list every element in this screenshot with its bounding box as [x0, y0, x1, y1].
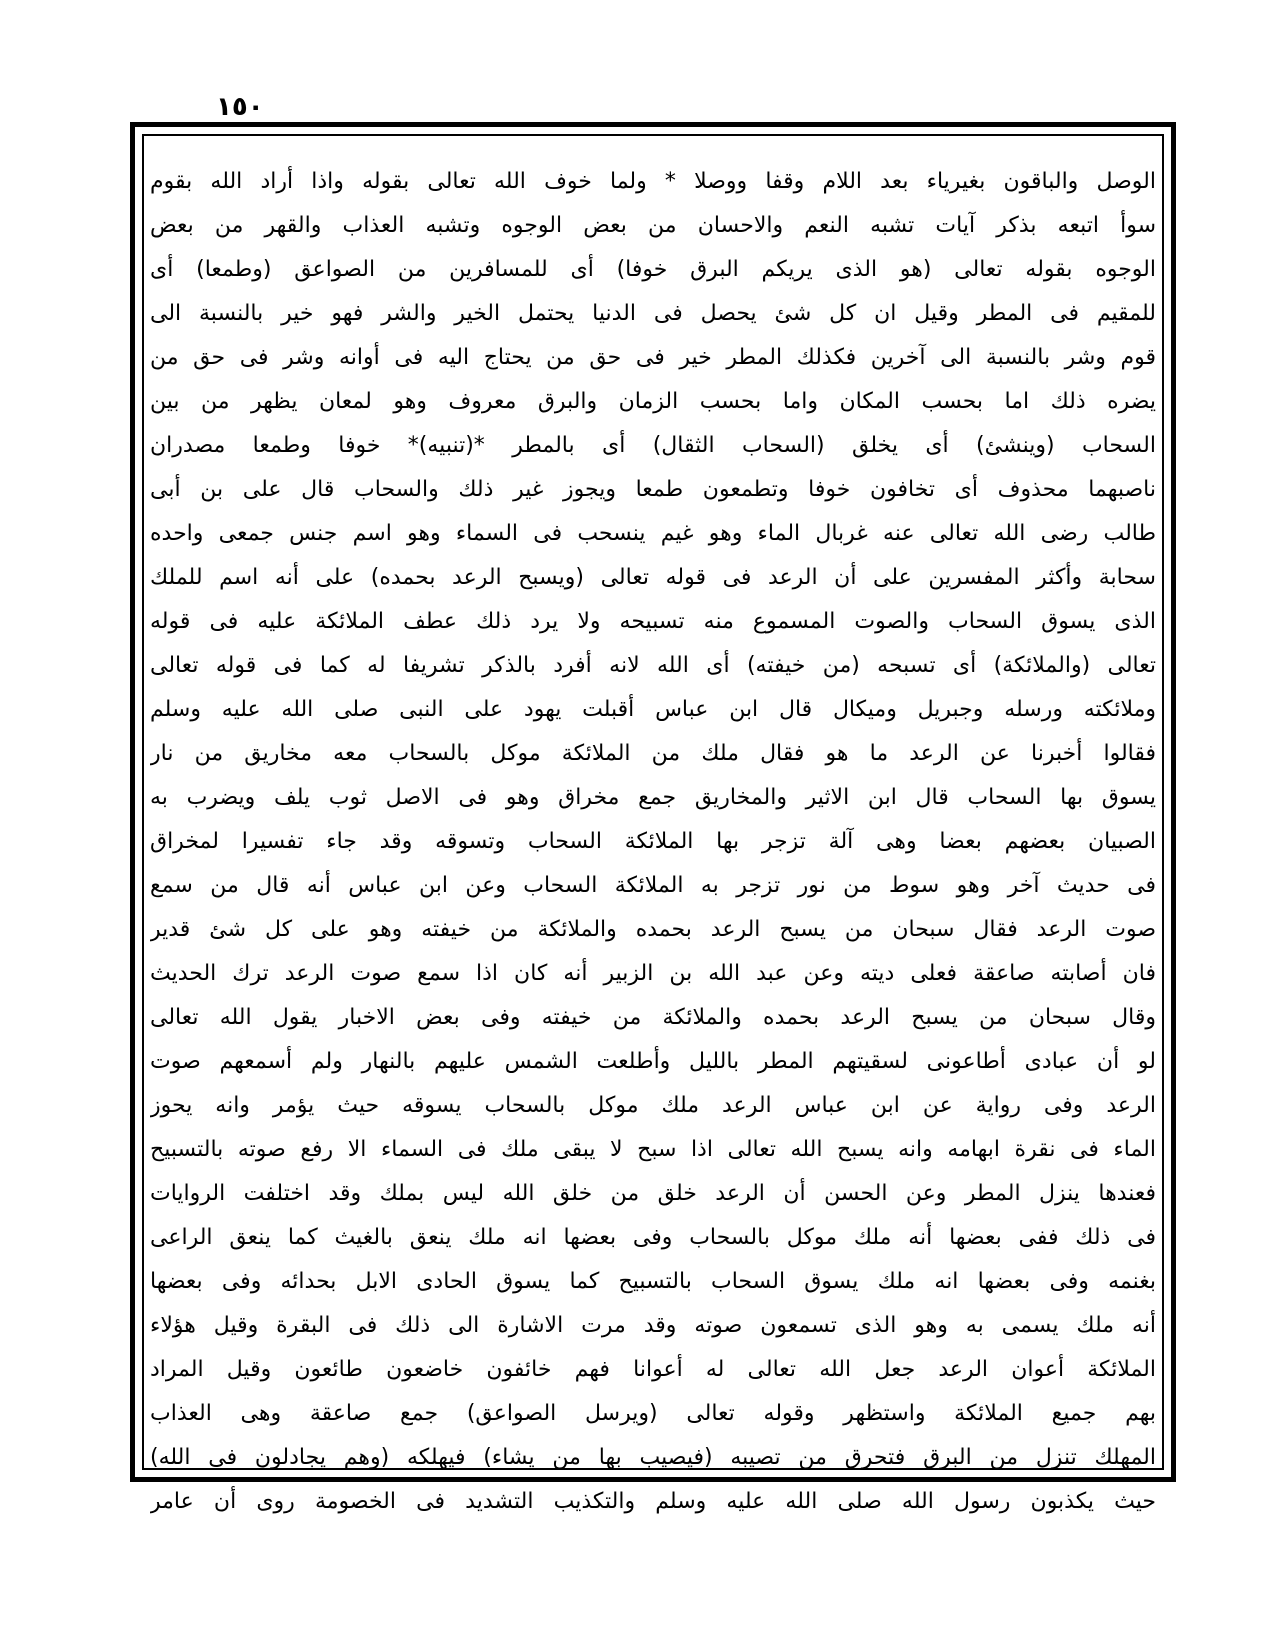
text-line: يضره ذلك اما بحسب المكان واما بحسب الزمان والبرق معروف وهو لمعان يظهر من بين [150, 389, 1156, 414]
text-line: أنه ملك يسمى به وهو الذى تسمعون صوته وقد مرت الاشارة الى ذلك فى البقرة وقيل هؤلاء [150, 1313, 1156, 1338]
text-line: لو أن عبادى أطاعونى لسقيتهم المطر بالليل وأطلعت الشمس عليهم بالنهار ولم أسمعهم صوت [150, 1049, 1156, 1074]
text-line: للمقيم فى المطر وقيل ان كل شئ يحصل فى الدنيا يحتمل الخير والشر فهو خير بالنسبة الى [150, 301, 1156, 326]
text-line: تعالى (والملائكة) أى تسبحه (من خيفته) أى الله لانه أفرد بالذكر تشريفا له كما فى قوله تعالى [150, 653, 1156, 678]
text-line: الذى يسوق السحاب والصوت المسموع منه تسبيحه ولا يرد ذلك عطف الملائكة عليه فى قوله [150, 609, 1156, 634]
text-line: الماء فى نقرة ابهامه وانه يسبح الله تعالى اذا سبح لا يبقى ملك فى السماء الا رفع صوته بالتسبيح [150, 1137, 1156, 1162]
text-line: الرعد وفى رواية عن ابن عباس الرعد ملك موكل بالسحاب يسوقه حيث يؤمر وانه يحوز [150, 1093, 1156, 1118]
text-line: صوت الرعد فقال سبحان من يسبح الرعد بحمده والملائكة من خيفته وهو على كل شئ قدير [150, 917, 1156, 942]
text-line: قوم وشر بالنسبة الى آخرين فكذلك المطر خير فى حق من يحتاج اليه فى أوانه وشر فى حق من [150, 345, 1156, 370]
text-line: فى حديث آخر وهو سوط من نور تزجر به الملائكة السحاب وعن ابن عباس أنه قال من سمع [150, 873, 1156, 898]
text-line: سوأ اتبعه بذكر آيات تشبه النعم والاحسان من بعض الوجوه وتشبه العذاب والقهر من بعض [150, 213, 1156, 238]
page-number: ١٥٠ [216, 92, 264, 122]
text-line: ناصبهما محذوف أى تخافون خوفا وتطمعون طمعا ويجوز غير ذلك والسحاب قال على بن أبى [150, 477, 1156, 502]
text-line: فى ذلك ففى بعضها أنه ملك موكل بالسحاب وفى بعضها انه ملك ينعق بالغيث كما ينعق الراعى [150, 1225, 1156, 1250]
text-line: الوجوه بقوله تعالى (هو الذى يريكم البرق خوفا) أى للمسافرين من الصواعق (وطمعا) أى [150, 257, 1156, 282]
text-line: سحابة وأكثر المفسرين على أن الرعد فى قوله تعالى (ويسبح الرعد بحمده) على أنه اسم للملك [150, 565, 1156, 590]
text-line: فعندها ينزل المطر وعن الحسن أن الرعد خلق من خلق الله ليس بملك وقد اختلفت الروايات [150, 1181, 1156, 1206]
text-line: المهلك تنزل من البرق فتحرق من تصيبه (فيصيب بها من يشاء) فيهلكه (وهم يجادلون فى الله) [150, 1445, 1156, 1470]
text-line: فان أصابته صاعقة فعلى ديته وعن عبد الله بن الزبير أنه كان اذا سمع صوت الرعد ترك الحديث [150, 961, 1156, 986]
text-line: بهم جميع الملائكة واستظهر وقوله تعالى (ويرسل الصواعق) جمع صاعقة وهى العذاب [150, 1401, 1156, 1426]
text-line: وملائكته ورسله وجبريل وميكال قال ابن عباس أقبلت يهود على النبى صلى الله عليه وسلم [150, 697, 1156, 722]
text-line: الملائكة أعوان الرعد جعل الله تعالى له أعوانا فهم خائفون خاضعون طائعون وقيل المراد [150, 1357, 1156, 1382]
text-line: طالب رضى الله تعالى عنه غربال الماء وهو غيم ينسحب فى السماء وهو اسم جنس جمعى واحده [150, 521, 1156, 546]
text-line: الصبيان بعضهم بعضا وهى آلة تزجر بها الملائكة السحاب وتسوقه وقد جاء تفسيرا لمخراق [150, 829, 1156, 854]
text-body [150, 160, 1156, 1524]
text-line: الوصل والباقون بغيرياء بعد اللام وقفا ووصلا * ولما خوف الله تعالى بقوله واذا أراد الله بقوم [150, 169, 1156, 194]
text-line: فقالوا أخبرنا عن الرعد ما هو فقال ملك من الملائكة موكل بالسحاب معه مخاريق من نار [150, 741, 1156, 766]
text-line: حيث يكذبون رسول الله صلى الله عليه وسلم والتكذيب التشديد فى الخصومة روى أن عامر [150, 1489, 1156, 1514]
text-line: السحاب (وينشئ) أى يخلق (السحاب الثقال) أى بالمطر *(تنبيه)* خوفا وطمعا مصدران [150, 433, 1156, 458]
text-line: بغنمه وفى بعضها انه ملك يسوق السحاب بالتسبيح كما يسوق الحادى الابل بحدائه وفى بعضها [150, 1269, 1156, 1294]
text-line: وقال سبحان من يسبح الرعد بحمده والملائكة من خيفته وفى بعض الاخبار يقول الله تعالى [150, 1005, 1156, 1030]
text-line: يسوق بها السحاب قال ابن الاثير والمخاريق جمع مخراق وهو فى الاصل ثوب يلف ويضرب به [150, 785, 1156, 810]
